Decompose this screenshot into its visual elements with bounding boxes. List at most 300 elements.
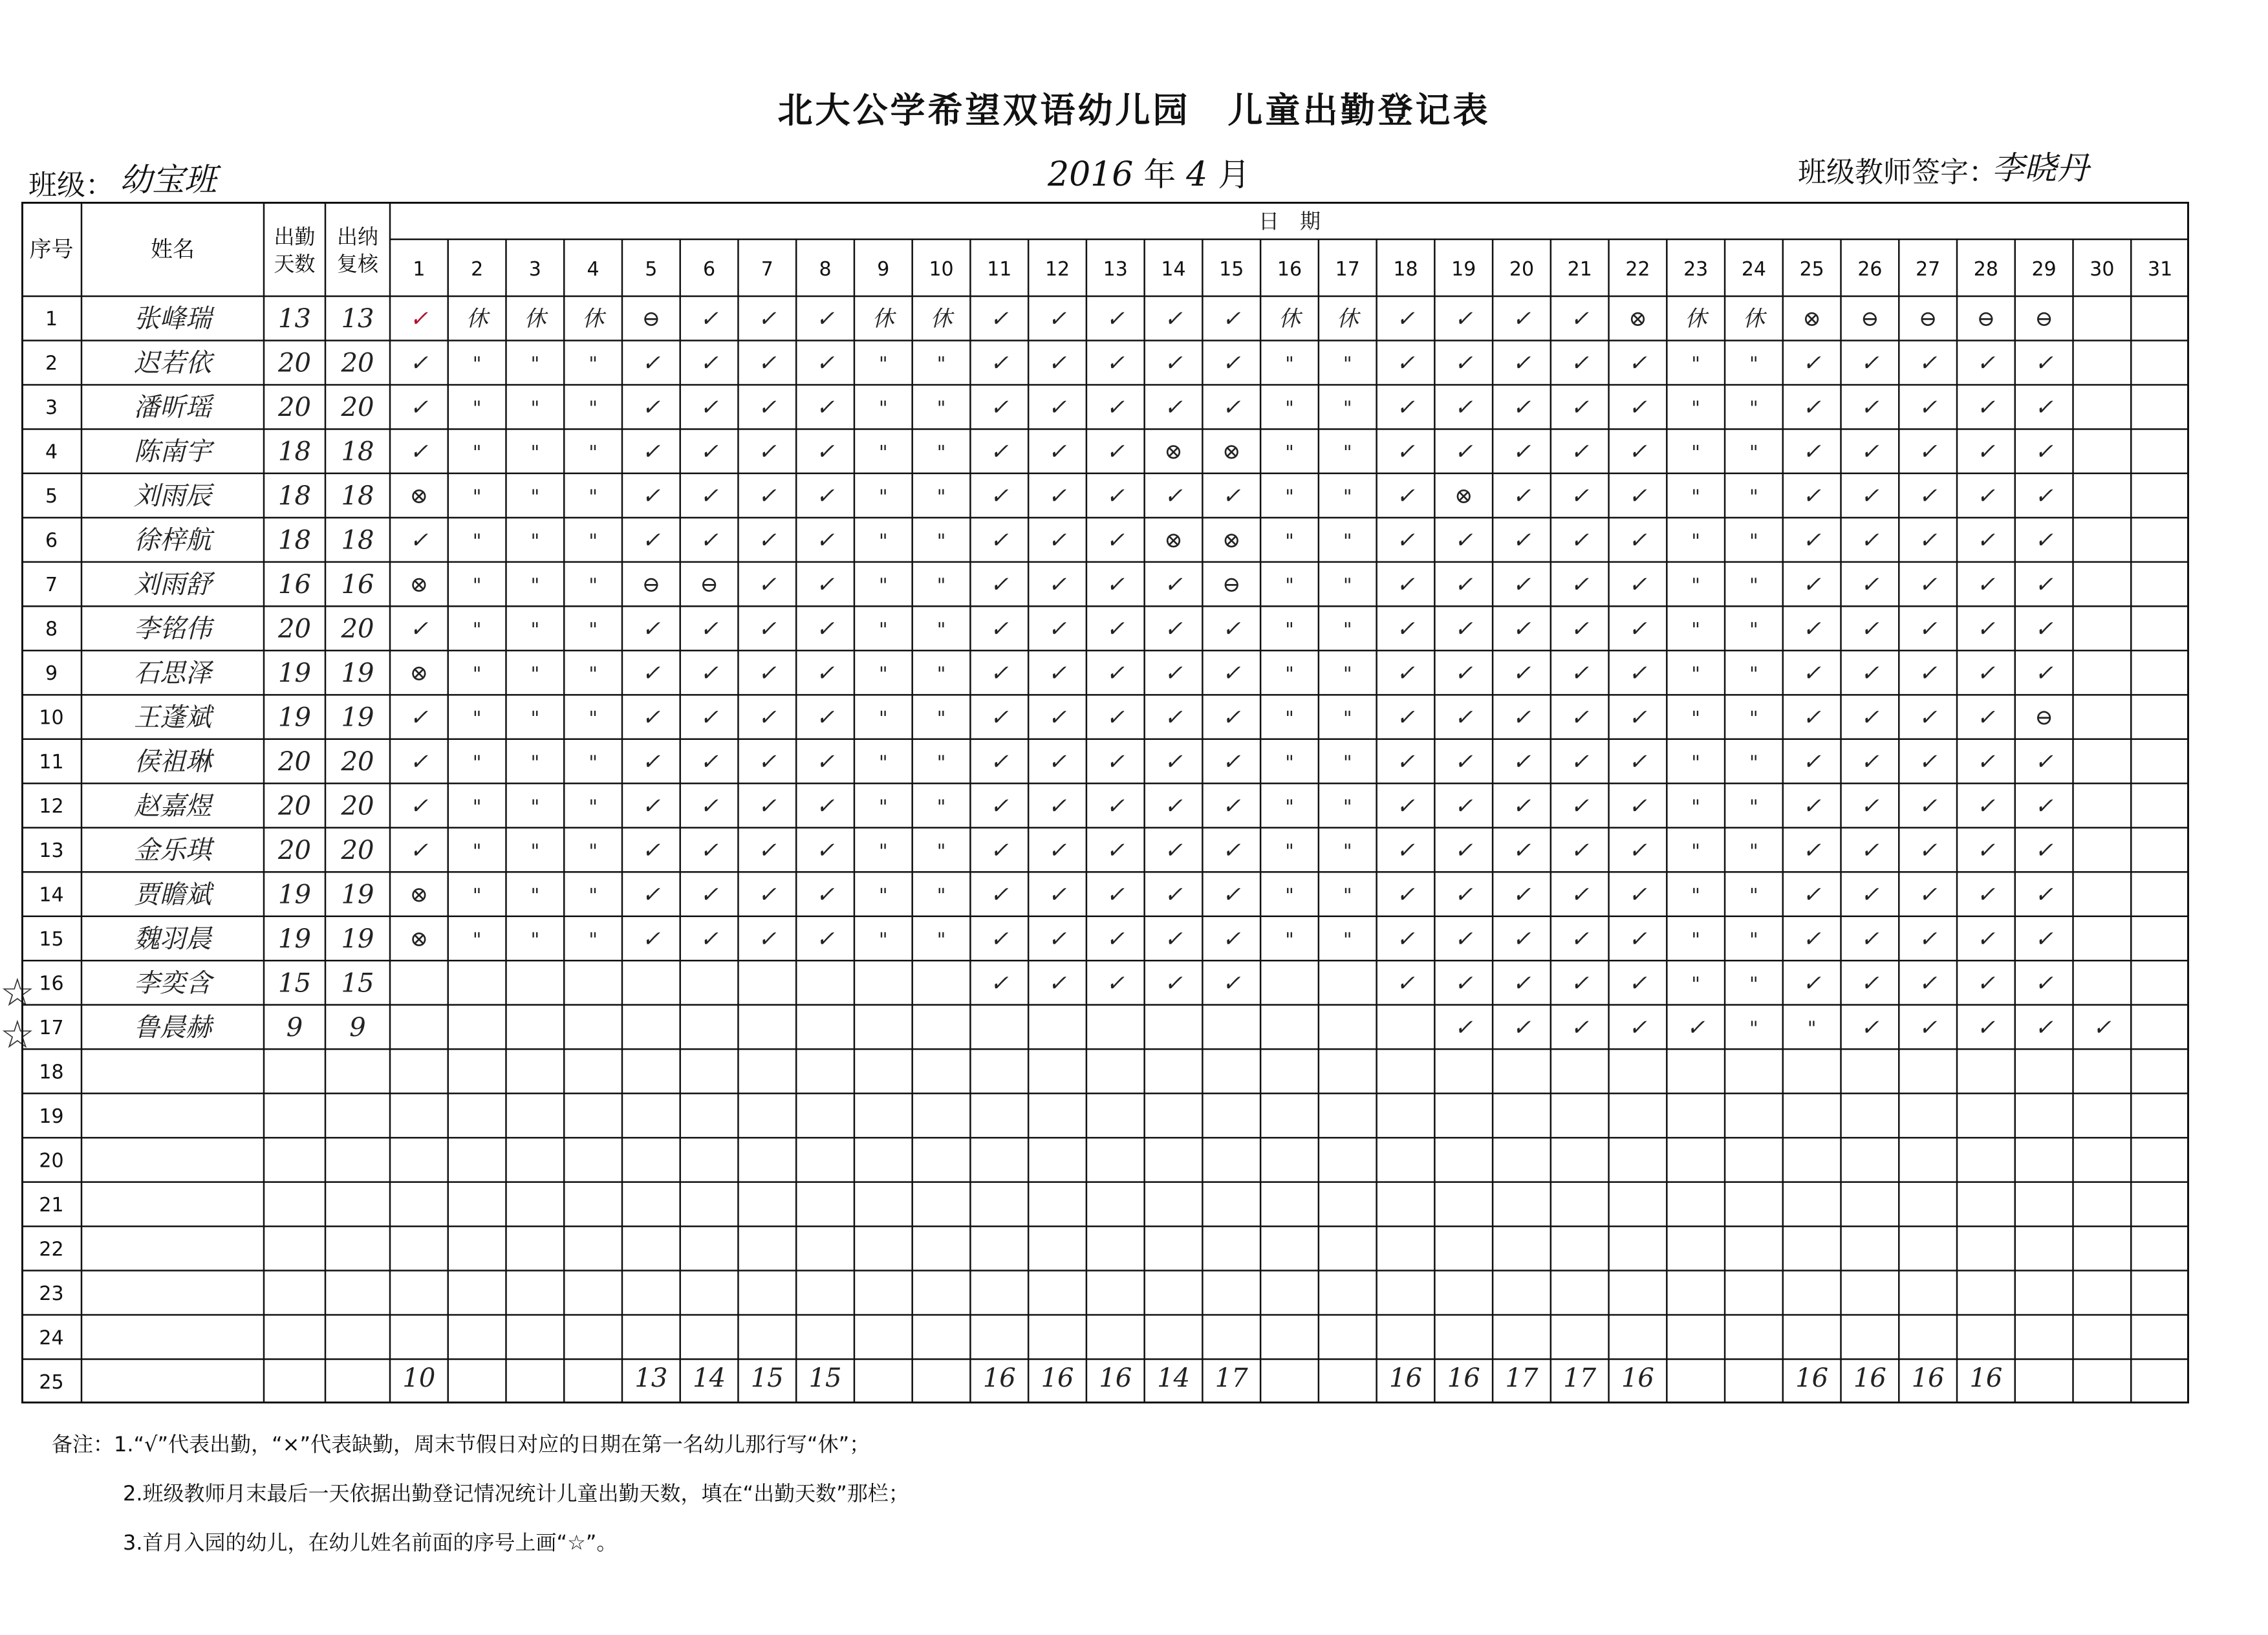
- attendance-mark: ✓: [409, 749, 429, 775]
- attendance-mark: ✓: [1106, 970, 1125, 997]
- attendance-mark: ✓: [1222, 749, 1241, 775]
- row-number: 10: [39, 706, 64, 730]
- attendance-mark: ✓: [1628, 1014, 1647, 1041]
- row-number: 17: [39, 1016, 64, 1039]
- attendance-mark: ✓: [642, 527, 661, 554]
- attendance-mark: ⊖: [2035, 306, 2053, 332]
- attendance-days: 15: [278, 968, 311, 999]
- daily-total: 16: [1389, 1363, 1422, 1393]
- attendance-mark: ✓: [1512, 970, 1531, 997]
- attendance-mark: ✓: [1686, 1014, 1705, 1041]
- attendance-mark: ✓: [1454, 572, 1473, 598]
- attendance-check: 18: [341, 525, 374, 556]
- attendance-mark: ✓: [758, 749, 777, 775]
- row-number: 5: [45, 485, 58, 508]
- attendance-mark: ✓: [1512, 838, 1531, 863]
- day-number: 12: [1044, 258, 1070, 281]
- attendance-mark: ": [1343, 707, 1352, 730]
- attendance-mark: ✓: [2035, 616, 2053, 642]
- attendance-mark: ✓: [1106, 882, 1125, 908]
- student-name: 徐梓航: [134, 525, 211, 556]
- attendance-mark: ": [936, 928, 946, 951]
- attendance-mark: ✓: [1454, 350, 1473, 376]
- attendance-mark: ✓: [1918, 483, 1938, 510]
- row-number: 13: [39, 839, 64, 862]
- day-number: 11: [987, 258, 1012, 281]
- attendance-mark: ✓: [1918, 749, 1938, 775]
- attendance-mark: ✓: [1861, 350, 1879, 376]
- attendance-mark: ": [530, 574, 540, 598]
- attendance-mark: ✓: [1512, 660, 1531, 687]
- attendance-mark: ✓: [815, 350, 835, 376]
- attendance-mark: ": [1691, 840, 1701, 863]
- attendance-mark: ✓: [1570, 749, 1589, 775]
- attendance-mark: ✓: [642, 483, 661, 510]
- attendance-mark: ": [530, 530, 540, 553]
- attendance-mark: ✓: [1570, 306, 1589, 332]
- attendance-mark: ✓: [1164, 350, 1183, 376]
- attendance-mark: ": [936, 397, 946, 420]
- attendance-mark: ": [1749, 530, 1758, 553]
- attendance-mark: ✓: [990, 970, 1009, 997]
- attendance-mark: ✓: [1396, 306, 1415, 332]
- attendance-mark: ⊗: [1802, 306, 1821, 332]
- attendance-mark: ✓: [990, 616, 1009, 642]
- attendance-mark: ": [1691, 397, 1701, 420]
- row-number: 11: [39, 751, 64, 774]
- attendance-mark: ✓: [700, 882, 718, 908]
- attendance-mark: ": [1749, 352, 1758, 376]
- attendance-days: 20: [278, 791, 311, 821]
- attendance-mark: ": [1749, 928, 1758, 951]
- attendance-mark: ✓: [642, 749, 661, 775]
- attendance-mark: ": [472, 840, 482, 863]
- attendance-mark: ": [1749, 752, 1758, 775]
- day-number: 31: [2148, 258, 2173, 281]
- attendance-mark: ✓: [1048, 793, 1067, 819]
- attendance-mark: ✓: [1861, 704, 1879, 731]
- attendance-mark: ✓: [1802, 395, 1821, 421]
- attendance-mark: ": [1343, 352, 1352, 376]
- daily-total: 13: [634, 1363, 668, 1393]
- attendance-days: 9: [286, 1012, 303, 1043]
- attendance-mark: ✓: [1048, 306, 1067, 332]
- student-name: 金乐琪: [134, 836, 211, 865]
- attendance-mark: ✓: [2035, 439, 2053, 465]
- attendance-mark: ✓: [1222, 306, 1241, 332]
- attendance-mark: ": [1749, 840, 1758, 863]
- attendance-check: 20: [341, 747, 374, 777]
- attendance-mark: ✓: [1222, 838, 1241, 863]
- attendance-mark: ✓: [1861, 970, 1879, 997]
- class-value: 幼宝班: [120, 161, 217, 199]
- attendance-mark: ✓: [1802, 527, 1821, 554]
- attendance-mark: ✓: [815, 660, 835, 687]
- attendance-mark: ✓: [1802, 793, 1821, 819]
- attendance-mark: ✓: [1918, 572, 1938, 598]
- row-number: 16: [39, 972, 64, 995]
- student-name: 潘昕瑶: [134, 393, 211, 423]
- attendance-mark: ": [1691, 574, 1701, 598]
- attendance-mark: ✓: [758, 704, 777, 731]
- attendance-mark: ✓: [2035, 483, 2053, 510]
- attendance-mark: ✓: [409, 350, 429, 376]
- attendance-days: 19: [278, 658, 311, 689]
- attendance-mark: ⊖: [1976, 306, 1996, 332]
- attendance-mark: ✓: [700, 926, 718, 952]
- attendance-mark: ✓: [700, 838, 718, 863]
- attendance-mark: ": [1691, 752, 1701, 775]
- attendance-mark: ": [589, 707, 598, 730]
- attendance-mark: ✓: [1628, 704, 1647, 731]
- attendance-mark: ✓: [815, 395, 835, 421]
- attendance-mark: ✓: [1628, 926, 1647, 952]
- attendance-mark: ✓: [1918, 704, 1938, 731]
- attendance-mark: ⊗: [409, 660, 429, 687]
- attendance-mark: ": [589, 663, 598, 686]
- attendance-mark: ✓: [758, 439, 777, 465]
- attendance-mark: ": [878, 796, 888, 819]
- attendance-mark: ✓: [1222, 882, 1241, 908]
- check-header: 复核: [336, 252, 379, 276]
- attendance-days: 18: [278, 525, 311, 556]
- attendance-mark: ✓: [1048, 749, 1067, 775]
- attendance-mark: ✓: [1802, 616, 1821, 642]
- attendance-check: 19: [341, 880, 374, 910]
- attendance-mark: ✓: [1164, 970, 1183, 997]
- attendance-check: 19: [341, 658, 374, 689]
- attendance-mark: ✓: [1861, 926, 1879, 952]
- row-number: 3: [45, 396, 58, 420]
- row-number: 12: [39, 795, 64, 818]
- attendance-mark: ✓: [758, 483, 777, 510]
- attendance-check: 20: [341, 348, 374, 378]
- attendance-mark: ✓: [1106, 616, 1125, 642]
- attendance-mark: ✓: [2035, 970, 2053, 997]
- attendance-days: 19: [278, 702, 311, 733]
- attendance-mark: ✓: [1802, 926, 1821, 952]
- attendance-mark: ✓: [642, 350, 661, 376]
- attendance-mark: ": [472, 928, 482, 951]
- attendance-mark: ": [1343, 486, 1352, 509]
- attendance-mark: ": [936, 352, 946, 376]
- row-number: 25: [39, 1370, 64, 1394]
- attendance-mark: ✓: [990, 749, 1009, 775]
- attendance-mark: ": [1343, 530, 1352, 553]
- attendance-mark: ": [1343, 752, 1352, 775]
- attendance-mark: ✓: [1570, 838, 1589, 863]
- daily-total: 17: [1563, 1363, 1597, 1393]
- attendance-mark: ✓: [1396, 395, 1415, 421]
- attendance-mark: ✓: [1512, 793, 1531, 819]
- attendance-mark: ": [1285, 441, 1294, 464]
- attendance-mark: ": [1691, 663, 1701, 686]
- attendance-mark: ✓: [409, 616, 429, 642]
- daily-total: 15: [750, 1363, 784, 1393]
- attendance-mark: ✓: [700, 395, 718, 421]
- row-number: 24: [39, 1326, 64, 1350]
- attendance-mark: ": [1343, 663, 1352, 686]
- attendance-mark: ✓: [758, 306, 777, 332]
- attendance-mark: ✓: [1802, 749, 1821, 775]
- attendance-mark: ✓: [642, 660, 661, 687]
- attendance-mark: ": [530, 796, 540, 819]
- month-line: [1048, 149, 1250, 195]
- attendance-mark: ✓: [700, 749, 718, 775]
- attendance-mark: ": [1285, 796, 1294, 819]
- attendance-mark: ✓: [1106, 483, 1125, 510]
- attendance-mark: ": [1749, 1017, 1758, 1040]
- daily-total: 17: [1215, 1363, 1248, 1393]
- attendance-mark: ✓: [1918, 793, 1938, 819]
- attendance-days: 20: [278, 393, 311, 423]
- daily-total: 16: [1795, 1363, 1829, 1393]
- attendance-mark: ✓: [1570, 882, 1589, 908]
- attendance-mark: ✓: [1802, 483, 1821, 510]
- class-label: 班级：: [28, 169, 114, 202]
- attendance-mark: ": [1749, 663, 1758, 686]
- row-number: 20: [39, 1149, 64, 1173]
- attendance-mark: ✓: [642, 793, 661, 819]
- attendance-mark: ✓: [990, 926, 1009, 952]
- note-1: 备注：1.“√”代表出勤，“×”代表缺勤，周末节假日对应的日期在第一名幼儿那行写“休”；: [52, 1432, 870, 1456]
- attendance-mark: ✓: [1106, 439, 1125, 465]
- attendance-days: 13: [278, 304, 311, 334]
- attendance-mark: ✓: [1976, 616, 1996, 642]
- day-number: 25: [1799, 258, 1824, 281]
- attendance-check: 18: [341, 437, 374, 467]
- attendance-mark: ✓: [1570, 970, 1589, 997]
- attendance-mark: ✓: [1222, 793, 1241, 819]
- attendance-mark: ": [472, 796, 482, 819]
- attendance-mark: ✓: [1918, 970, 1938, 997]
- day-number: 24: [1741, 258, 1767, 281]
- attendance-mark: ✓: [758, 572, 777, 598]
- attendance-mark: ": [1285, 840, 1294, 863]
- attendance-mark: 休: [1742, 306, 1765, 332]
- attendance-mark: ": [530, 397, 540, 420]
- attendance-mark: ": [1285, 486, 1294, 509]
- note-3: 3.首月入园的幼儿，在幼儿姓名前面的序号上画“☆”。: [123, 1530, 618, 1555]
- attendance-mark: ⊖: [2035, 704, 2053, 731]
- attendance-mark: ✓: [1396, 572, 1415, 598]
- attendance-mark: ✓: [1396, 527, 1415, 554]
- day-number: 2: [471, 258, 484, 281]
- attendance-mark: ✓: [1396, 350, 1415, 376]
- attendance-mark: ✓: [1048, 395, 1067, 421]
- attendance-check: 19: [341, 924, 374, 954]
- attendance-mark: ✓: [2035, 838, 2053, 863]
- day-number: 30: [2090, 258, 2115, 281]
- attendance-mark: ✓: [1861, 1014, 1879, 1041]
- attendance-mark: ": [472, 707, 482, 730]
- attendance-check: 15: [341, 968, 374, 999]
- attendance-mark: ⊗: [1628, 306, 1647, 332]
- attendance-mark: ": [1749, 397, 1758, 420]
- attendance-mark: ✓: [1396, 838, 1415, 863]
- attendance-mark: ✓: [1802, 350, 1821, 376]
- row-number: 9: [45, 662, 58, 686]
- attendance-mark: ": [1343, 397, 1352, 420]
- day-number: 15: [1219, 258, 1244, 281]
- attendance-mark: ✓: [409, 527, 429, 554]
- attendance-mark: ✓: [1164, 483, 1183, 510]
- student-name: 赵嘉煜: [134, 791, 211, 821]
- attendance-mark: ✓: [409, 838, 429, 863]
- attendance-mark: ": [936, 663, 946, 686]
- attendance-mark: ": [472, 884, 482, 907]
- attendance-mark: ✓: [1918, 395, 1938, 421]
- row-number: 19: [39, 1105, 64, 1128]
- attendance-mark: ⊗: [409, 572, 429, 598]
- attendance-mark: ✓: [1048, 838, 1067, 863]
- attendance-mark: ": [1691, 973, 1701, 996]
- attendance-mark: ✓: [1106, 306, 1125, 332]
- attendance-mark: ": [589, 618, 598, 642]
- attendance-mark: ✓: [815, 749, 835, 775]
- attendance-mark: ": [589, 796, 598, 819]
- attendance-mark: ✓: [1976, 926, 1996, 952]
- attendance-mark: ✓: [1396, 970, 1415, 997]
- day-number: 6: [703, 258, 716, 281]
- attendance-mark: ✓: [990, 660, 1009, 687]
- attendance-mark: ✓: [1222, 660, 1241, 687]
- daily-total: 16: [1041, 1363, 1074, 1393]
- attendance-mark: ✓: [1918, 439, 1938, 465]
- attendance-mark: ": [1749, 707, 1758, 730]
- student-name: 鲁晨赫: [134, 1012, 211, 1043]
- attendance-mark: ✓: [1048, 350, 1067, 376]
- attendance-mark: ✓: [1164, 882, 1183, 908]
- attendance-mark: ✓: [1570, 395, 1589, 421]
- attendance-mark: ": [1285, 707, 1294, 730]
- attendance-mark: ✓: [2035, 527, 2053, 554]
- attendance-mark: ": [1343, 574, 1352, 598]
- attendance-mark: ✓: [1918, 882, 1938, 908]
- attendance-check: 18: [341, 481, 374, 512]
- attendance-mark: ✓: [1802, 439, 1821, 465]
- attendance-mark: ✓: [642, 838, 661, 863]
- attendance-mark: ": [472, 441, 482, 464]
- attendance-mark: ✓: [1918, 838, 1938, 863]
- student-name: 侯祖琳: [134, 747, 211, 777]
- attendance-mark: ✓: [1570, 572, 1589, 598]
- attendance-check: 20: [341, 393, 374, 423]
- student-name: 魏羽晨: [134, 924, 211, 954]
- attendance-days: 18: [278, 481, 311, 512]
- daily-total: 15: [808, 1363, 842, 1393]
- attendance-mark: ✓: [1512, 616, 1531, 642]
- attendance-mark: ✓: [1976, 1014, 1996, 1041]
- attendance-mark: ✓: [1512, 439, 1531, 465]
- teacher-signature-label: 班级教师签字：: [1798, 156, 1997, 189]
- attendance-mark: ": [878, 441, 888, 464]
- attendance-mark: ✓: [700, 350, 718, 376]
- attendance-mark: ✓: [1396, 704, 1415, 731]
- day-number: 8: [819, 258, 832, 281]
- attendance-mark: ✓: [1222, 350, 1241, 376]
- attendance-days: 20: [278, 348, 311, 378]
- attendance-mark: ": [1343, 618, 1352, 642]
- attendance-mark: ⊗: [1222, 527, 1241, 554]
- attendance-mark: ✓: [1976, 838, 1996, 863]
- attendance-mark: ✓: [1454, 704, 1473, 731]
- attendance-mark: ✓: [1164, 660, 1183, 687]
- attendance-mark: ✓: [700, 616, 718, 642]
- attendance-mark: ✓: [758, 660, 777, 687]
- attendance-mark: ✓: [1570, 660, 1589, 687]
- attendance-mark: ✓: [1628, 970, 1647, 997]
- days-header: 天数: [274, 252, 316, 276]
- attendance-mark: ": [936, 441, 946, 464]
- attendance-mark: ✓: [815, 572, 835, 598]
- row-number: 23: [39, 1282, 64, 1305]
- attendance-mark: ✓: [1396, 793, 1415, 819]
- attendance-mark: ": [878, 618, 888, 642]
- attendance-mark: ": [1691, 441, 1701, 464]
- attendance-mark: ✓: [815, 838, 835, 863]
- attendance-mark: ✓: [1628, 882, 1647, 908]
- attendance-mark: ✓: [642, 395, 661, 421]
- attendance-mark: ✓: [409, 704, 429, 731]
- notes: [52, 1420, 909, 1567]
- attendance-mark: ✓: [1802, 970, 1821, 997]
- attendance-mark: ✓: [1454, 527, 1473, 554]
- attendance-mark: ": [936, 707, 946, 730]
- attendance-mark: ⊗: [1164, 527, 1183, 554]
- attendance-mark: ⊖: [642, 572, 661, 598]
- attendance-mark: ⊗: [409, 483, 429, 510]
- attendance-mark: ": [1691, 928, 1701, 951]
- attendance-mark: ": [936, 574, 946, 598]
- row-number: 7: [45, 574, 58, 597]
- daily-total: 16: [1969, 1363, 2003, 1393]
- attendance-mark: ✓: [1512, 395, 1531, 421]
- attendance-mark: ✓: [1802, 704, 1821, 731]
- student-name: 刘雨舒: [134, 570, 211, 600]
- daily-total: 14: [693, 1363, 726, 1393]
- day-number: 14: [1161, 258, 1186, 281]
- attendance-mark: ✓: [758, 616, 777, 642]
- attendance-mark: ": [1749, 796, 1758, 819]
- date-header: 日 期: [1258, 209, 1321, 233]
- attendance-mark: ": [1691, 352, 1701, 376]
- attendance-mark: ✓: [1164, 395, 1183, 421]
- row-number: 1: [45, 308, 58, 331]
- attendance-check: 20: [341, 836, 374, 865]
- attendance-mark: ": [530, 752, 540, 775]
- attendance-mark: ⊖: [1861, 306, 1879, 332]
- days-header: 出勤: [274, 224, 316, 249]
- student-name: 李铭伟: [134, 614, 211, 644]
- attendance-mark: ✓: [1918, 350, 1938, 376]
- attendance-mark: ": [936, 752, 946, 775]
- attendance-mark: ": [1285, 884, 1294, 907]
- daily-total: 14: [1157, 1363, 1190, 1393]
- day-number: 16: [1277, 258, 1302, 281]
- new-child-star-16: ☆: [0, 970, 35, 1015]
- attendance-mark: ✓: [1628, 395, 1647, 421]
- attendance-mark: ": [1285, 752, 1294, 775]
- attendance-mark: ": [878, 397, 888, 420]
- attendance-mark: ⊗: [1164, 439, 1183, 465]
- attendance-mark: ": [472, 618, 482, 642]
- attendance-mark: ✓: [1570, 439, 1589, 465]
- attendance-mark: ✓: [2035, 350, 2053, 376]
- day-number: 17: [1335, 258, 1360, 281]
- attendance-mark: ✓: [1222, 926, 1241, 952]
- daily-total: 16: [1911, 1363, 1945, 1393]
